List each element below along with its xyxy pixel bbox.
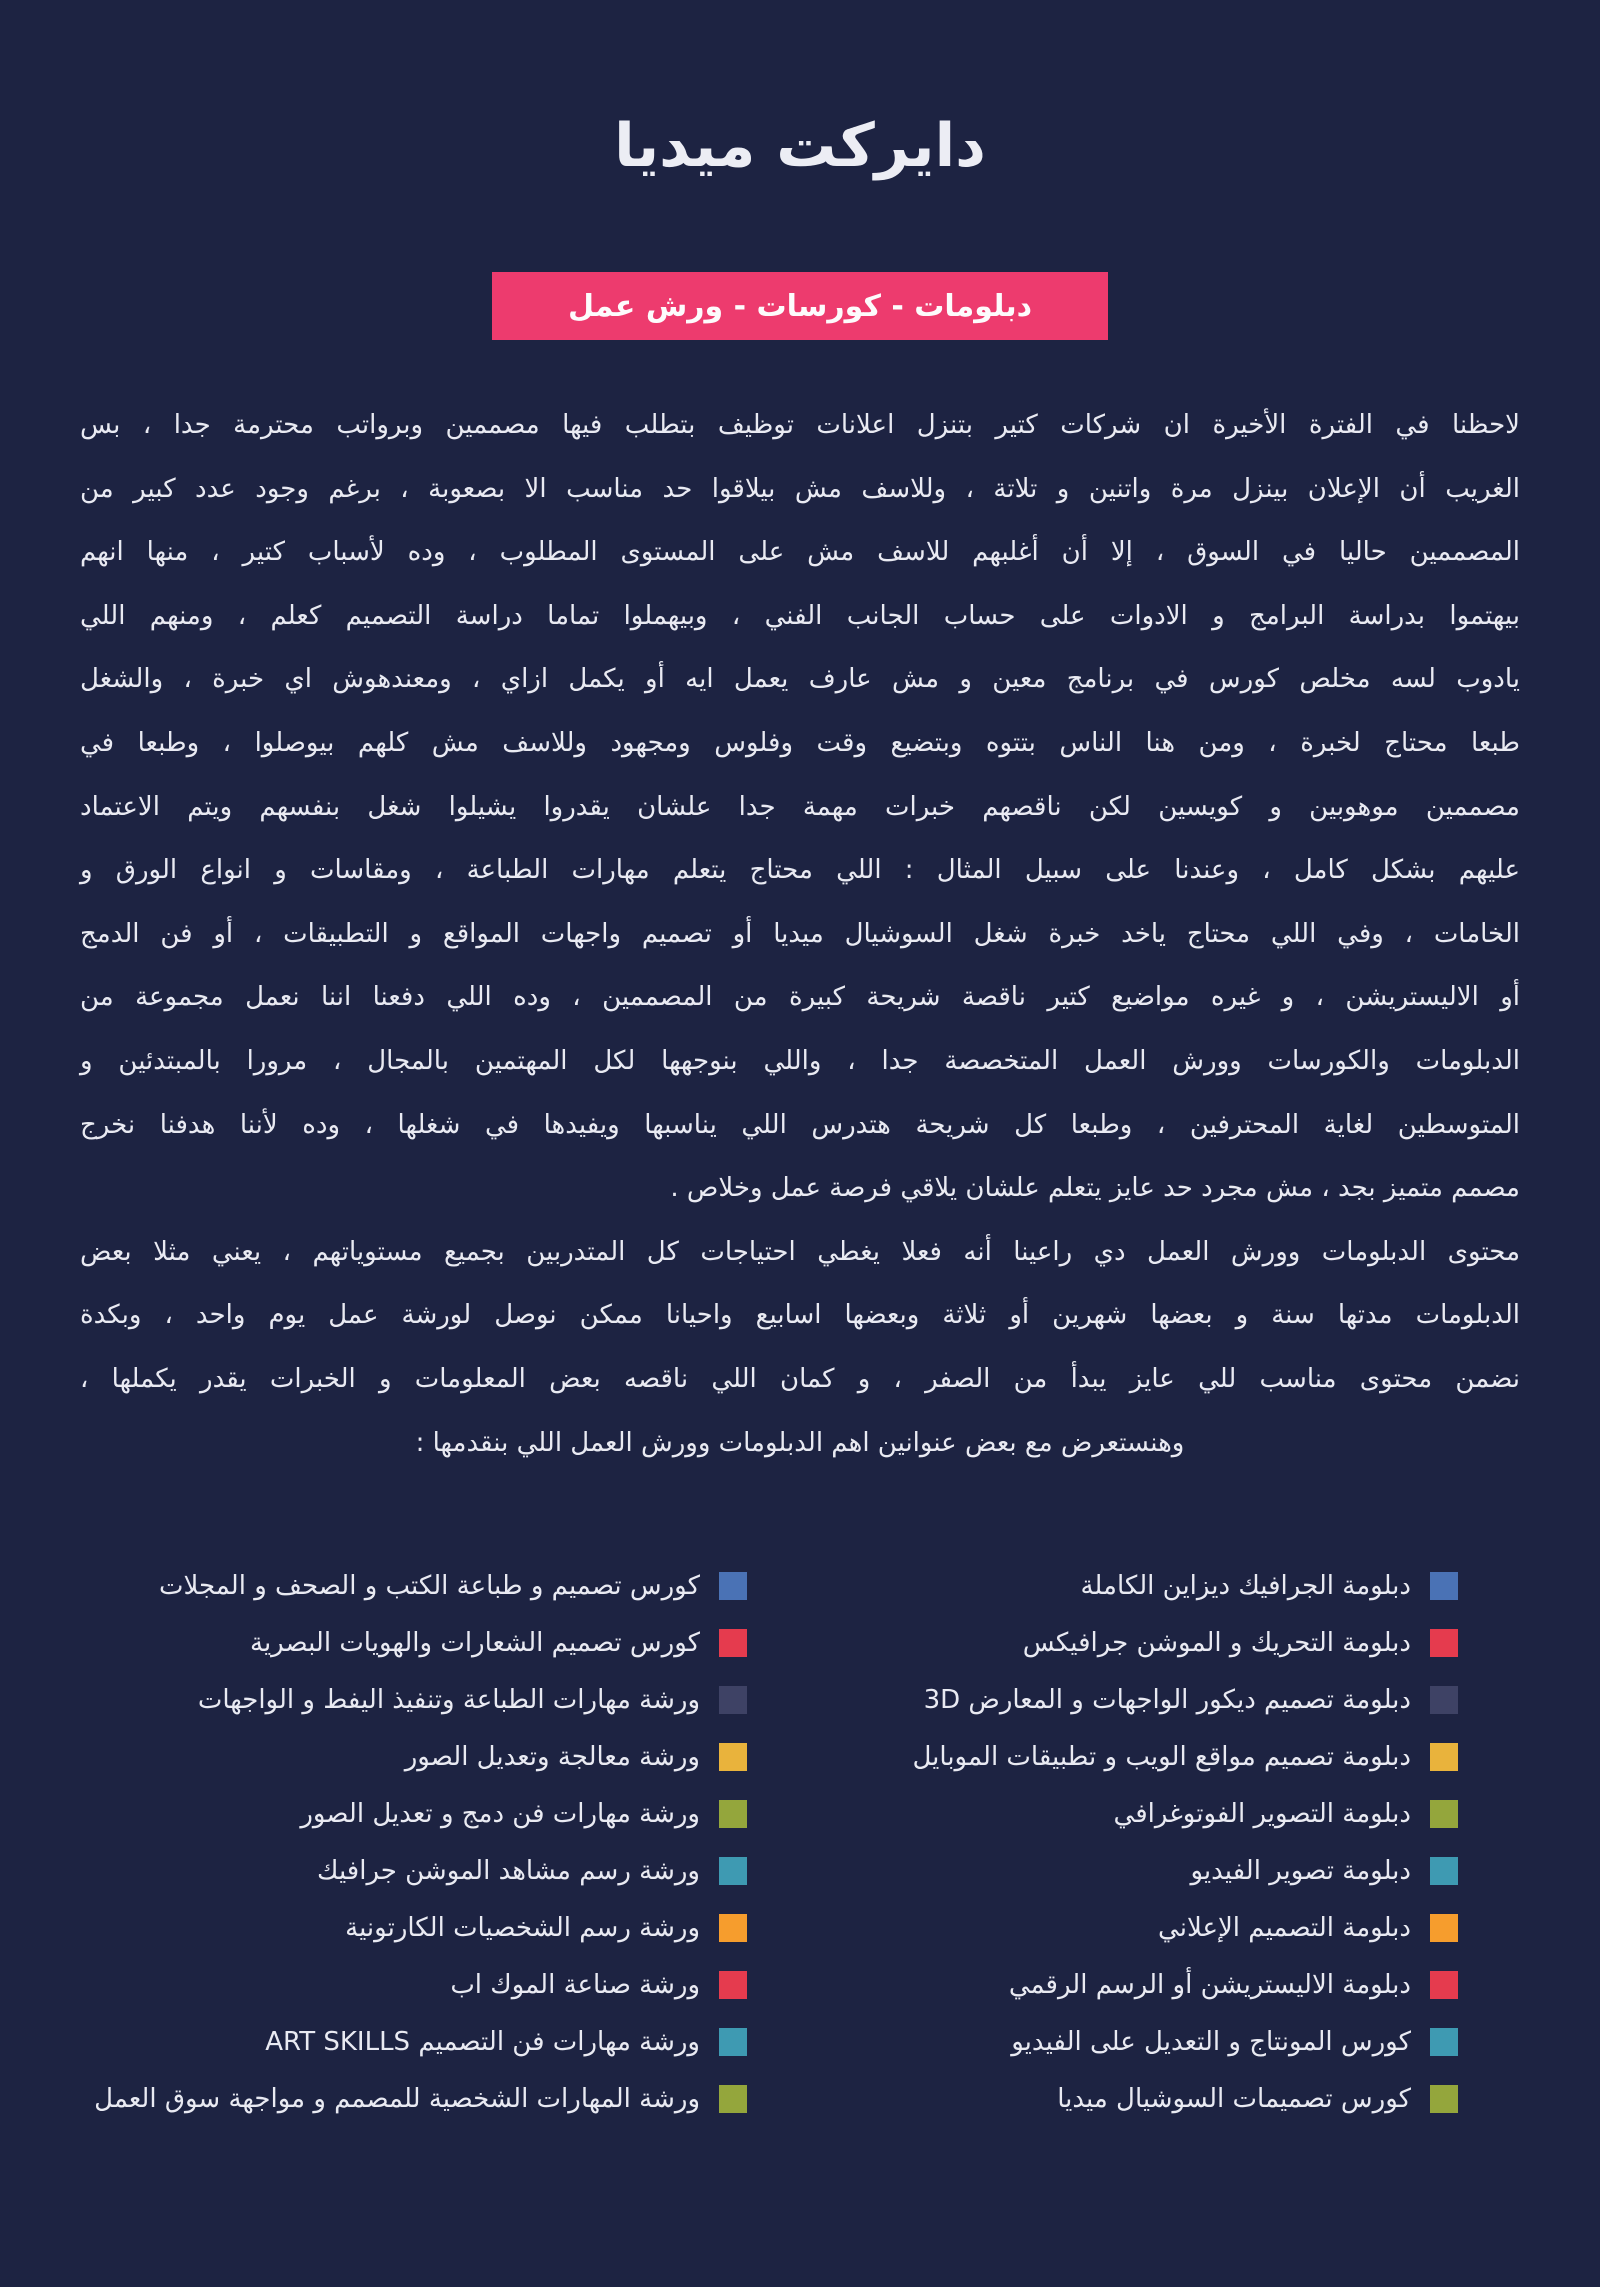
- bullet-square-icon: [719, 2028, 747, 2056]
- intro-line: نضمن محتوى مناسب للي عايز يبدأ من الصفر ، و كمان اللي ناقصه بعض المعلومات و الخبرات يقدر يكملها ،: [80, 1363, 1520, 1394]
- course-label: ورشة معالجة وتعديل الصور: [404, 1741, 700, 1772]
- intro-line: طبعا محتاج لخبرة ، ومن هنا الناس بتتوه وبتضيع وقت وفلوس ومجهود وللاسف مش كلهم بيوصلوا ، وطبعا في: [80, 727, 1520, 758]
- course-label: ورشة رسم الشخصيات الكارتونية: [345, 1912, 700, 1943]
- intro-line: أو الاليستريشن ، و غيره مواضيع كتير ناقصة شريحة كبيرة من المصممين ، وده اللي دفعنا اننا نعمل مجموعة من: [80, 982, 1520, 1013]
- course-label: كورس تصميم الشعارات والهويات البصرية: [250, 1627, 700, 1658]
- course-row: [858, 1956, 1458, 2013]
- bullet-square-icon: [719, 1857, 747, 1885]
- course-row: [55, 2070, 747, 2127]
- bullet-square-icon: [1430, 1914, 1458, 1942]
- course-row: [55, 1956, 747, 2013]
- bullet-square-icon: [719, 1686, 747, 1714]
- course-label: كورس تصميمات السوشيال ميديا: [1057, 2083, 1411, 2114]
- course-label: ورشة مهارات الطباعة وتنفيذ اليفط و الواجهات: [197, 1684, 700, 1715]
- page-title: دايركت ميديا: [614, 111, 986, 181]
- intro-paragraph-1-last-line: مصمم متميز بجد ، مش مجرد حد عايز يتعلم علشان يلاقي فرصة عمل وخلاص .: [670, 1173, 1520, 1204]
- course-label: ورشة مهارات فن دمج و تعديل الصور: [300, 1798, 700, 1829]
- course-label: كورس المونتاج و التعديل على الفيديو: [1011, 2026, 1411, 2057]
- course-row: [858, 1785, 1458, 1842]
- course-row: [858, 1557, 1458, 1614]
- bullet-square-icon: [719, 1971, 747, 1999]
- bullet-square-icon: [719, 1914, 747, 1942]
- intro-line: يادوب لسه مخلص كورس في برنامج معين و مش عارف يعمل ايه أو يكمل ازاي ، ومعندهوش اي خبرة ، والشغل: [80, 664, 1520, 695]
- bullet-square-icon: [719, 1572, 747, 1600]
- course-row: [858, 2013, 1458, 2070]
- course-label: دبلومة الجرافيك ديزاين الكاملة: [1080, 1570, 1411, 1601]
- course-label: دبلومة الاليستريشن أو الرسم الرقمي: [1008, 1969, 1411, 2000]
- bullet-square-icon: [719, 1800, 747, 1828]
- course-lists: [55, 1557, 1458, 2127]
- course-row: [858, 2070, 1458, 2127]
- intro-line: بيهتموا بدراسة البرامج و الادوات على حساب الجانب الفني ، وبيهملوا تماما دراسة التصميم كعلم ، ومنهم اللي: [80, 600, 1520, 631]
- intro-line: محتوى الدبلومات وورش العمل دي راعينا أنه فعلا يغطي احتياجات كل المتدربين بجميع مستوياتهم ، يعني مثلا بعض: [80, 1236, 1520, 1267]
- bullet-square-icon: [1430, 2028, 1458, 2056]
- bullet-square-icon: [1430, 1857, 1458, 1885]
- course-label: دبلومة التصميم الإعلاني: [1158, 1912, 1411, 1943]
- banner-label: دبلومات - كورسات - ورش عمل: [568, 288, 1032, 324]
- bullet-square-icon: [719, 2085, 747, 2113]
- bullet-square-icon: [1430, 1629, 1458, 1657]
- intro-closing-line: وهنستعرض مع بعض عنوانين اهم الدبلومات وورش العمل اللي بنقدمها :: [415, 1427, 1185, 1458]
- workshops-column: [55, 1557, 747, 2127]
- banner: [492, 272, 1108, 340]
- course-row: [55, 1671, 747, 1728]
- course-label: دبلومة التحريك و الموشن جرافيكس: [1022, 1627, 1411, 1658]
- intro-paragraph-1: [80, 394, 1520, 1157]
- intro-line: الدبلومات والكورسات وورش العمل المتخصصة جدا ، واللي بنوجهها لكل المهتمين بالمجال ، مرورا بالمبتدئين و: [80, 1045, 1520, 1076]
- intro-line: المتوسطين لغاية المحترفين ، وطبعا كل شريحة هتدرس اللي يناسبها ويفيدها في شغلها ، وده لأننا هدفنا نخرج: [80, 1109, 1520, 1140]
- intro-line: الخامات ، وفي اللي محتاج ياخد خبرة شغل السوشيال ميديا أو تصميم واجهات المواقع و التطبيقات ، أو فن الدمج: [80, 918, 1520, 949]
- course-label: ورشة مهارات فن التصميم ART SKILLS: [265, 2026, 700, 2057]
- intro-paragraph-2: [80, 1221, 1520, 1412]
- course-label: ورشة صناعة الموك اب: [450, 1969, 700, 2000]
- course-label: ورشة رسم مشاهد الموشن جرافيك: [317, 1855, 700, 1886]
- intro-line: مصممين موهوبين و كويسين لكن ناقصهم خبرات مهمة جدا علشان يقدروا يشيلوا شغل بنفسهم ويتم الاعتماد: [80, 791, 1520, 822]
- bullet-square-icon: [1430, 1572, 1458, 1600]
- diplomas-column: [858, 1557, 1458, 2127]
- intro-line: الدبلومات مدتها سنة و بعضها شهرين أو ثلاثة وبعضها اسابيع واحيانا ممكن نوصل لورشة عمل يوم واحد ، وبكدة: [80, 1300, 1520, 1331]
- intro-line: لاحظنا في الفترة الأخيرة ان شركات كتير بتنزل اعلانات توظيف بتطلب فيها مصممين وبرواتب محترمة جدا ، بس: [80, 410, 1520, 440]
- bullet-square-icon: [1430, 1743, 1458, 1771]
- course-row: [55, 1842, 747, 1899]
- course-label: ورشة المهارات الشخصية للمصمم و مواجهة سوق العمل: [94, 2083, 700, 2114]
- course-label: دبلومة تصوير الفيديو: [1190, 1855, 1411, 1886]
- bullet-square-icon: [1430, 2085, 1458, 2113]
- course-row: [55, 1614, 747, 1671]
- course-label: دبلومة تصميم مواقع الويب و تطبيقات الموبايل: [912, 1741, 1411, 1772]
- course-row: [55, 1899, 747, 1956]
- course-row: [55, 1728, 747, 1785]
- bullet-square-icon: [1430, 1686, 1458, 1714]
- course-label: دبلومة تصميم ديكور الواجهات و المعارض 3D: [923, 1684, 1411, 1715]
- bullet-square-icon: [1430, 1800, 1458, 1828]
- course-row: [858, 1614, 1458, 1671]
- course-row: [858, 1842, 1458, 1899]
- course-label: كورس تصميم و طباعة الكتب و الصحف و المجلات: [159, 1570, 700, 1601]
- course-row: [55, 1557, 747, 1614]
- bullet-square-icon: [719, 1743, 747, 1771]
- intro-text: [80, 394, 1520, 1475]
- intro-line: الغريب أن الإعلان بينزل مرة واتنين و تلاتة ، وللاسف مش بيلاقوا حد مناسب الا بصعوبة ، برغم وجود عدد كبير من: [80, 473, 1520, 504]
- bullet-square-icon: [1430, 1971, 1458, 1999]
- intro-line: عليهم بشكل كامل ، وعندنا على سبيل المثال : اللي محتاج يتعلم مهارات الطباعة ، ومقاسات و انواع الورق و: [80, 855, 1520, 886]
- course-row: [55, 2013, 747, 2070]
- course-row: [858, 1728, 1458, 1785]
- course-row: [858, 1671, 1458, 1728]
- course-row: [858, 1899, 1458, 1956]
- course-row: [55, 1785, 747, 1842]
- intro-line: المصممين حاليا في السوق ، إلا أن أغلبهم للاسف مش على المستوى المطلوب ، وده لأسباب كتير ، منها انهم: [80, 537, 1520, 568]
- course-label: دبلومة التصوير الفوتوغرافي: [1113, 1798, 1411, 1829]
- bullet-square-icon: [719, 1629, 747, 1657]
